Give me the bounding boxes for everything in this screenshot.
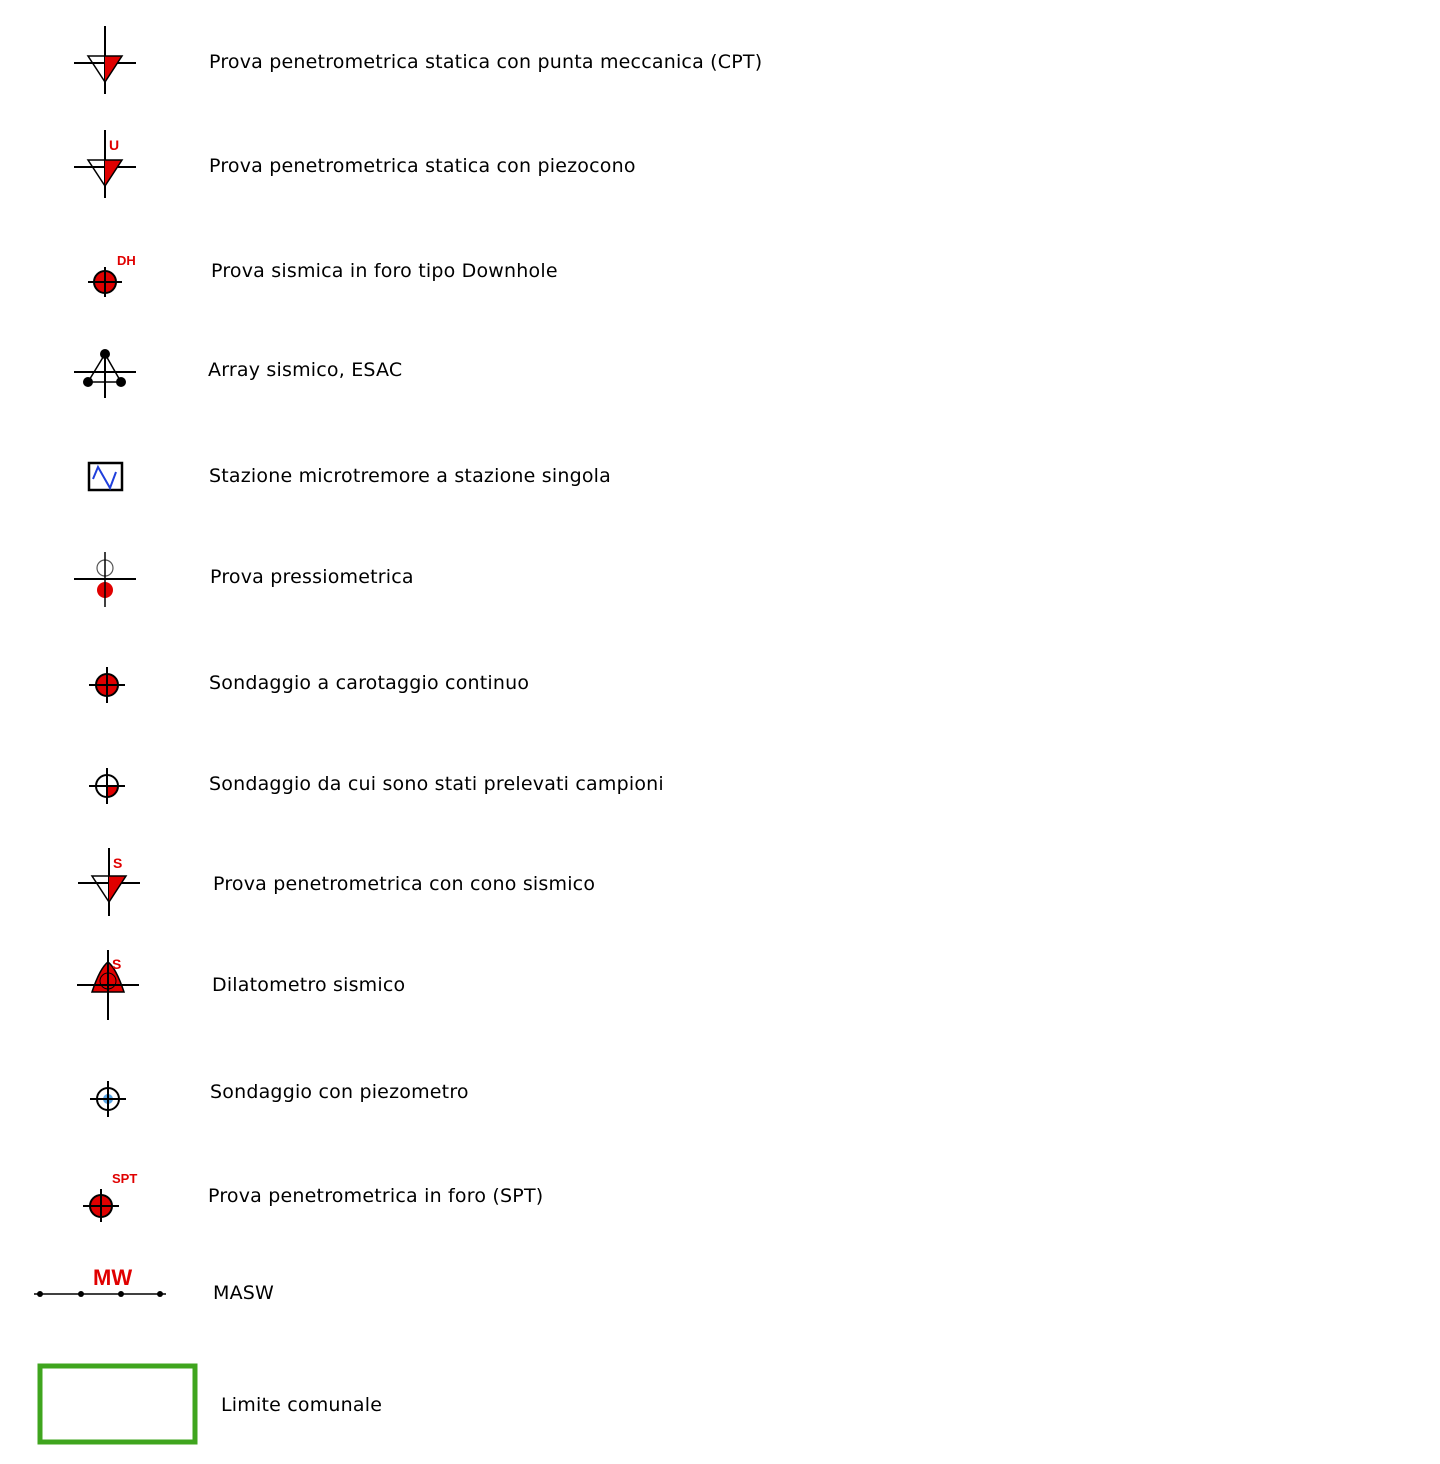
legend-item-piezocone (0, 120, 1440, 210)
seismic-dilatometer-icon (0, 940, 200, 1030)
legend-item-continuous-coring (0, 638, 1440, 728)
continuous-coring-icon (0, 638, 200, 728)
legend-label: Prova penetrometrica con cono sismico (213, 873, 596, 895)
legend-label: Sondaggio con piezometro (210, 1081, 469, 1103)
legend-label: Prova sismica in foro tipo Downhole (211, 260, 558, 282)
legend-item-seismic-dilatometer (0, 940, 1440, 1030)
spt-symbol-text: SPT (112, 1171, 138, 1186)
legend-label: Stazione microtremore a stazione singola (209, 465, 611, 487)
legend-item-sampled-borehole (0, 740, 1440, 830)
seismic-cone-symbol-text: S (113, 855, 123, 871)
seismic-cone-icon (0, 838, 200, 928)
legend-item-spt (0, 1150, 1440, 1240)
legend-item-masw (0, 1248, 1440, 1338)
legend-label: Prova pressiometrica (210, 566, 414, 588)
sampled-borehole-icon (0, 740, 200, 830)
legend-label: Prova penetrometrica in foro (SPT) (208, 1185, 544, 1207)
legend-label: Array sismico, ESAC (208, 359, 403, 381)
legend-item-seismic-array (0, 325, 1440, 415)
masw-symbol-text: MW (93, 1265, 133, 1290)
legend-label: Sondaggio da cui sono stati prelevati campioni (209, 773, 664, 795)
legend-item-microtremor (0, 430, 1440, 520)
legend-item-pressuremeter (0, 530, 1440, 620)
piezocone-icon (0, 120, 200, 210)
downhole-symbol-text: DH (117, 253, 136, 268)
municipal-boundary-icon (0, 1362, 200, 1452)
legend-label: Limite comunale (221, 1394, 383, 1416)
seismic-dilatometer-symbol-text: S (112, 956, 122, 972)
spt-borehole-icon (0, 1150, 200, 1240)
legend-item-piezometer-borehole (0, 1048, 1440, 1138)
legend-item-cpt (0, 18, 1440, 108)
legend-label: Sondaggio a carotaggio continuo (209, 672, 530, 694)
pressuremeter-icon (0, 530, 200, 620)
legend-item-municipal-boundary (0, 1362, 1440, 1462)
cpt-mechanical-tip-icon (0, 18, 200, 108)
legend-item-downhole (0, 227, 1440, 317)
legend-label: MASW (213, 1282, 275, 1304)
downhole-icon (0, 227, 200, 317)
seismic-array-icon (0, 325, 200, 415)
legend-item-seismic-cone (0, 838, 1440, 928)
piezometer-borehole-icon (0, 1048, 200, 1138)
masw-line-icon (0, 1248, 200, 1338)
legend-label: Prova penetrometrica statica con piezocono (209, 155, 636, 177)
legend-label: Prova penetrometrica statica con punta meccanica (CPT) (209, 51, 763, 73)
legend-label: Dilatometro sismico (212, 974, 406, 996)
piezocone-symbol-text: U (109, 137, 120, 153)
microtremor-station-icon (0, 430, 200, 520)
